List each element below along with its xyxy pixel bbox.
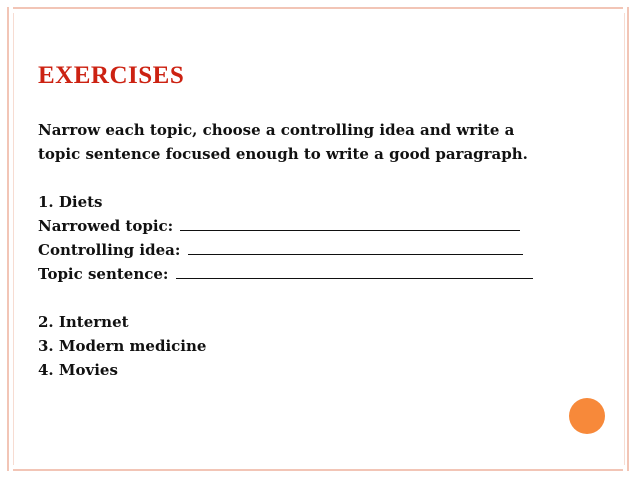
spacer <box>38 166 598 190</box>
topic-sentence-blank <box>176 264 533 279</box>
controlling-idea-row <box>38 238 598 262</box>
narrowed-topic-label: Narrowed topic: <box>38 217 174 235</box>
intro-line-2: topic sentence focused enough to write a good paragraph. <box>38 145 528 163</box>
controlling-idea-label: Controlling idea: <box>38 241 181 259</box>
intro-line-1: Narrow each topic, choose a controlling idea and write a <box>38 121 515 139</box>
controlling-idea-blank <box>188 240 523 255</box>
topic-sentence-label: Topic sentence: <box>38 265 169 283</box>
topic-item: 2. Internet <box>38 313 129 331</box>
topic-sentence-row <box>38 262 598 286</box>
slide-title: EXERCISES <box>38 62 185 89</box>
slide-body <box>38 118 598 382</box>
narrowed-topic-row <box>38 214 598 238</box>
topic-item: 3. Modern medicine <box>38 337 207 355</box>
narrowed-topic-blank <box>180 216 520 231</box>
decorative-orange-circle <box>569 398 605 434</box>
spacer <box>38 286 598 310</box>
topic-item: 4. Movies <box>38 361 118 379</box>
topic-1-heading: 1. Diets <box>38 193 103 211</box>
